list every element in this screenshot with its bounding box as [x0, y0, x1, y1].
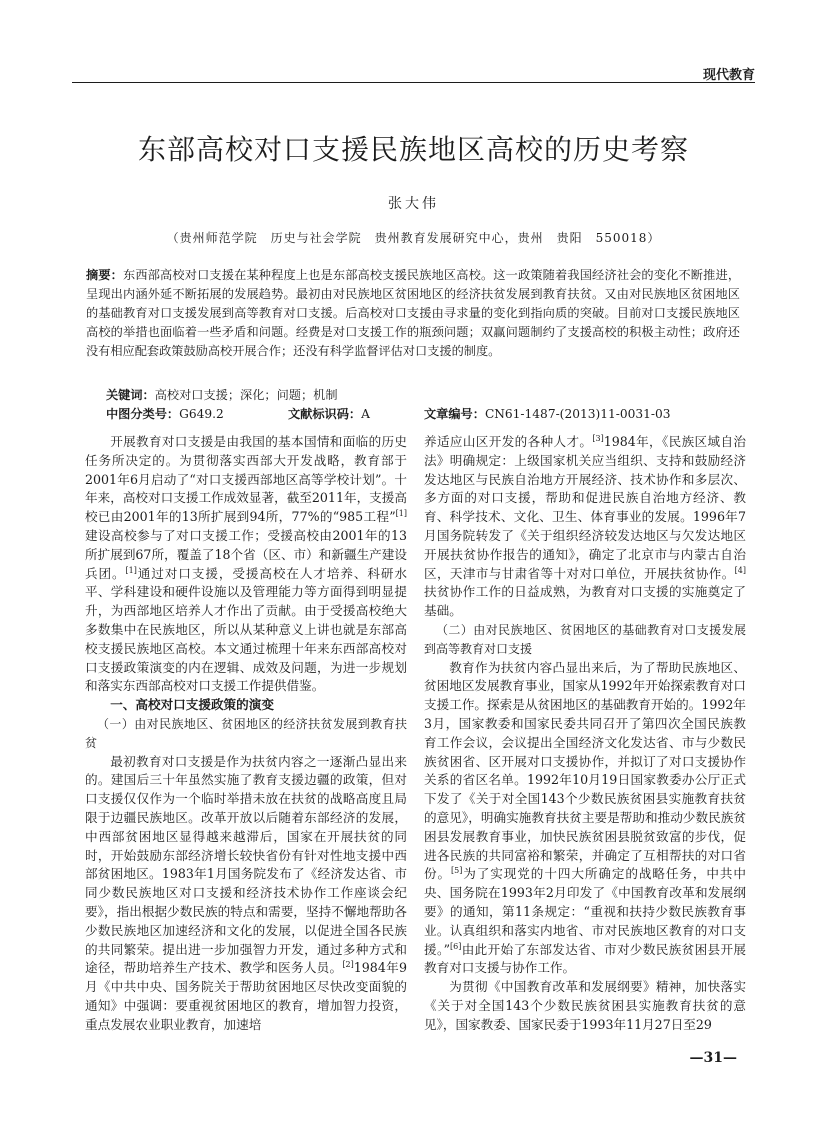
article-number — [424, 405, 670, 422]
keywords — [106, 386, 338, 403]
keywords-text: 高校对口支援；深化；问题；机制 — [154, 388, 338, 402]
citation: [3] — [592, 433, 604, 443]
article-number-value: CN61-1487-(2013)11-0031-03 — [484, 407, 671, 421]
author-affiliation: （贵州师范学院 历史与社会学院 贵州教育发展研究中心，贵州 贵阳 550018） — [166, 231, 661, 245]
citation: [5] — [451, 866, 463, 876]
text-run: 为了实现党的十四大所确定的战略任务，中共中央、国务院在1993年2月印发了《中国教育改革和发展纲要》的通知，第11条规定：“重视和扶持少数民族教育事业。认真组织和落实内地省、市对民族地区教育的对口支援。” — [424, 866, 747, 957]
classification-label: 中图分类号： — [106, 407, 180, 421]
text-run: 教育作为扶贫内容凸显出来后，为了帮助民族地区、贫困地区发展教育事业，国家从1992年开始探索教育对口支援工作。探索是从贫困地区的基础教育开始的。1992年3月，国家教委和国家民委共同召开了第四次全国民族教育工作会议，会议提出全国经济文化发达省、市与少数民族贫困省、区开展对口支援协作，并拟订了对口支援协作关系的省区名单。1992年10月19日国家教委办公厅正式下发了《关于对全国143个少数民族贫困县实施教育扶贫的意见》，明确实施教育扶贫主要是帮助和推动少数民族贫困县发展教育事业，加快民族贫困县脱贫致富的步伐，促进各民族的共同富裕和繁荣，并确定了互相帮扶的对口省份。 — [424, 659, 746, 882]
text-run: 由此开始了东部发达省、市对少数民族贫困县开展教育对口支援与协作工作。 — [424, 941, 746, 976]
abstract-text: 东西部高校对口支援在某种程度上也是东部高校支援民族地区高校。这一政策随着我国经济社会的变化不断推进，呈现出内涵外延不断拓展的发展趋势。最初由对民族地区贫困地区的经济扶贫发展到教育扶贫。又由对民族地区贫困地区的基础教育对口支援发展到高等教育对口支援。后高校对口支援由寻求量的变化到指向质的突破。目前对口支援民族地区高校的举措也面临着一些矛盾和问题。经费是对口支援工作的瓶颈问题；双赢问题制约了支援高校的积极主动性；政府还没有相应配套政策鼓励高校开展合作；还没有科学监督评估对口支援的制度。 — [86, 268, 741, 358]
paragraph — [85, 433, 407, 696]
text-run: 最初教育对口支援是作为扶贫内容之一逐渐凸显出来的。建国后三十年虽然实施了教育支援边疆的政策，但对口支援仅仅作为一个临时举措未放在扶贫的战略高度且局限于边疆民族地区。改革开放以后随着东部经济的发展，中西部贫困地区显得越来越滞后，国家在开展扶贫的同时，开始鼓励东部经济增长较快省份有针对性地支援中西部贫困地区。1983年1月国务院发布了《经济发达省、市同少数民族地区对口支援和经济技术协作工作座谈会纪要》，指出根据少数民族的特点和需要，坚持不懈地帮助各少数民族地区加速经济和文化的发展，以促进全国各民族的共同繁荣。提出进一步加强智力开发，通过多种方式和途径，帮助培养生产技术、教学和医务人员。 — [85, 753, 407, 976]
text-run: 养适应山区开发的各种人才。 — [424, 434, 593, 449]
text-run: 通过对口支援，受援高校在人才培养、科研水平、学科建设和硬件设施以及管理能力等方面得到明显提升，为西部地区培养人才作出了贡献。由于受援高校绝大多数集中在民族地区，所以从某种意义上讲也就是东部高校支援民族地区高校。本文通过梳理十年来东西部高校对口支援政策演变的内在逻辑、成效及问题，为进一步规划和落实东西部高校对口支援工作提供借鉴。 — [85, 565, 408, 694]
classification-value: G649.2 — [179, 407, 224, 421]
keywords-label: 关键词： — [106, 388, 155, 402]
right-column — [424, 433, 746, 1035]
citation: [2] — [342, 960, 354, 970]
header-divider — [72, 82, 755, 83]
paragraph — [424, 433, 746, 621]
abstract — [86, 266, 740, 361]
paragraph — [85, 753, 407, 1035]
left-column — [85, 433, 407, 1035]
subsection-heading: （一）由对民族地区、贫困地区的经济扶贫发展到教育扶贫 — [85, 716, 407, 750]
article-number-label: 文章编号： — [424, 407, 485, 421]
page-number: —31— — [689, 1050, 737, 1066]
document-code — [288, 405, 370, 422]
text-run: 建设高校参与了对口支援工作；受援高校由2001年的13所扩展到67所，覆盖了18个省（区、市）和新疆生产建设兵团。 — [85, 527, 407, 581]
text-run: 开展教育对口支援是由我国的基本国情和面临的历史任务所决定的。为贯彻落实西部大开发战略，教育部于2001年6月启动了“对口支援西部地区高等学校计划”。十年来，高校对口支援工作成效显著，截至2011年，支援高校已由2001年的13所扩展到94所，77%的“985工程” — [85, 434, 407, 525]
author-name: 张大伟 — [388, 196, 439, 212]
citation: [1] — [395, 509, 407, 518]
section-heading: 一、高校对口支援政策的演变 — [110, 697, 274, 713]
document-code-value: A — [361, 407, 370, 421]
classification — [106, 405, 224, 422]
document-code-label: 文献标识码： — [288, 407, 362, 421]
abstract-label: 摘要： — [86, 268, 124, 282]
subsection-heading: （二）由对民族地区、贫困地区的基础教育对口支援发展到高等教育对口支援 — [424, 622, 746, 656]
citation: [4] — [734, 565, 746, 575]
paragraph: 为贯彻《中国教育改革和发展纲要》精神，加快落实《关于对全国143个少数民族贫困县实施教育扶贫的意见》，国家教委、国家民委于1993年11月27日至29 — [424, 979, 746, 1032]
article-title: 东部高校对口支援民族地区高校的历史考察 — [137, 133, 689, 166]
citation: [6] — [450, 941, 462, 951]
paragraph — [424, 659, 746, 979]
text-run: 1984年9月《中共中央、国务院关于帮助贫困地区尽快改变面貌的通知》中强调：要重视贫困地区的教育，增加智力投资，重点发展农业职业教育，加速培 — [85, 960, 407, 1032]
text-run: 扶贫协作工作的日益成熟，为教育对口支援的实施奠定了基础。 — [424, 584, 746, 619]
text-run: 1984年，《民族区域自治法》明确规定：上级国家机关应当组织、支持和鼓励经济发达地区与民族自治地方开展经济、技术协作和多层次、多方面的对口支援，帮助和促进民族自治地方经济、教育、科学技术、文化、卫生、体育事业的发展。1996年7月国务院转发了《关于组织经济较发达地区与欠发达地区开展扶贫协作报告的通知》，确定了北京市与内蒙古自治区，天津市与甘肃省等十对对口单位，开展扶贫协作。 — [424, 434, 746, 581]
journal-section-label: 现代教育 — [702, 68, 755, 83]
citation: [1] — [125, 565, 137, 575]
